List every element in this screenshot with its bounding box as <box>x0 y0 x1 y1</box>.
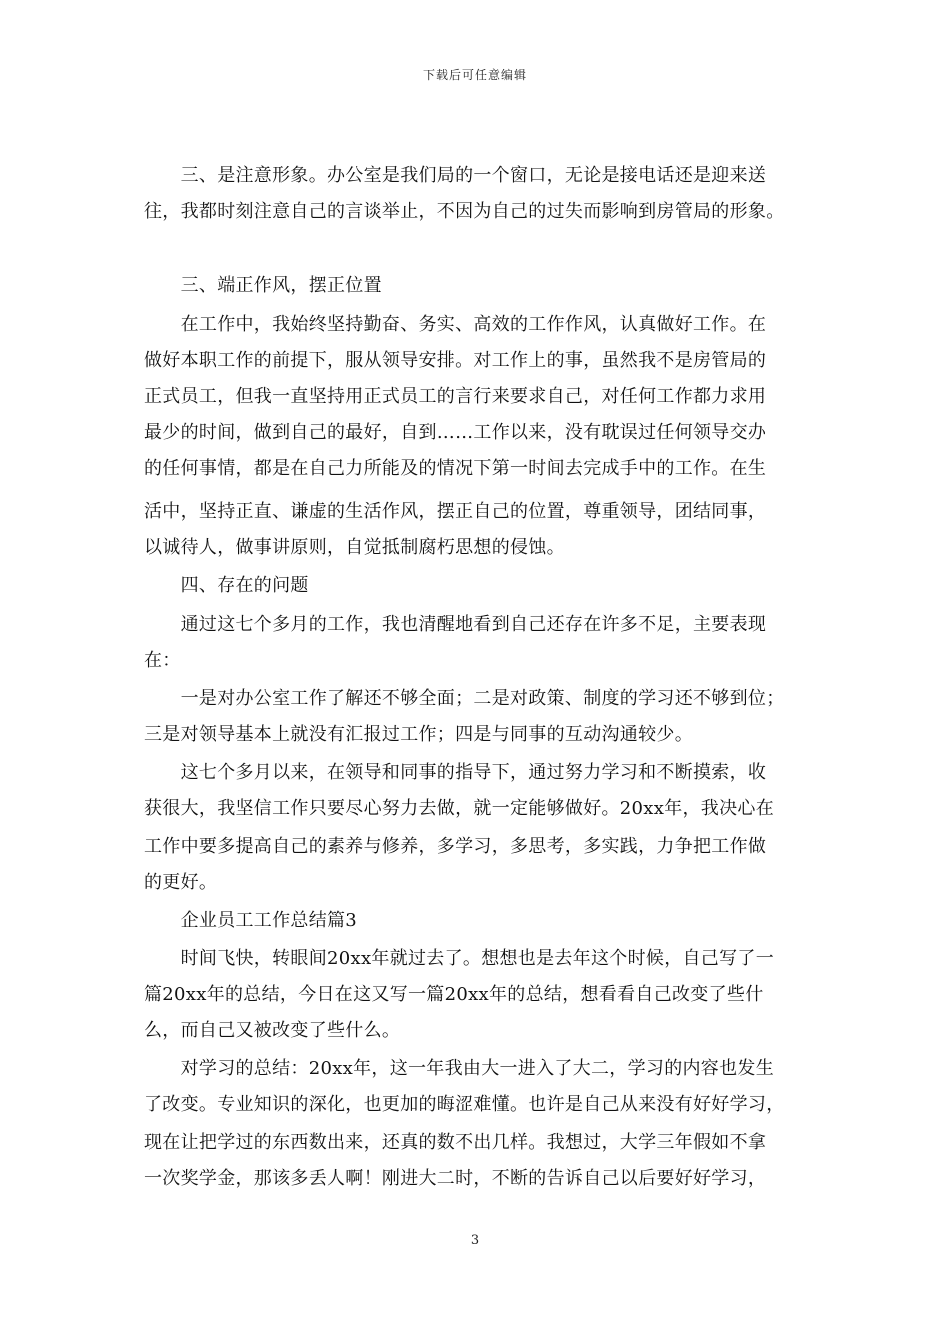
text-line: 么，而自己又被改变了些什么。 <box>144 1020 401 1041</box>
section-heading: 三、端正作风，摆正位置 <box>144 275 382 296</box>
page-number: 3 <box>470 1233 480 1248</box>
text-line: 篇20xx年的总结，今日在这又写一篇20xx年的总结，想看看自己改变了些什 <box>144 984 764 1005</box>
text-line: 了改变。专业知识的深化，也更加的晦涩难懂。也许是自己从来没有好好学习， <box>144 1094 785 1115</box>
text-line: 最少的时间，做到自己的最好，自到……工作以来，没有耽误过任何领导交办 <box>144 422 767 443</box>
text-line: 三是对领导基本上就没有汇报过工作；四是与同事的互动沟通较少。 <box>144 724 693 745</box>
text-line: 在工作中，我始终坚持勤奋、务实、高效的工作作风，认真做好工作。在 <box>144 314 767 335</box>
text-line: 这七个多月以来，在领导和同事的指导下，通过努力学习和不断摸索，收 <box>144 762 767 783</box>
text-line: 现在让把学过的东西数出来，还真的数不出几样。我想过，大学三年假如不拿 <box>144 1132 767 1153</box>
text-line: 以诚待人，做事讲原则，自觉抵制腐朽思想的侵蚀。 <box>144 537 565 558</box>
text-line: 做好本职工作的前提下，服从领导安排。对工作上的事，虽然我不是房管局的 <box>144 350 767 371</box>
text-line: 三、是注意形象。办公室是我们局的一个窗口，无论是接电话还是迎来送 <box>144 165 767 186</box>
text-line: 往，我都时刻注意自己的言谈举止，不因为自己的过失而影响到房管局的形象。 <box>144 201 785 222</box>
text-line: 正式员工，但我一直坚持用正式员工的言行来要求自己，对任何工作都力求用 <box>144 386 767 407</box>
text-line: 获很大，我坚信工作只要尽心努力去做，就一定能够做好。20xx年，我决心在 <box>144 798 775 819</box>
text-line: 工作中要多提高自己的素养与修养，多学习，多思考，多实践，力争把工作做 <box>144 836 767 857</box>
text-line: 通过这七个多月的工作，我也清醒地看到自己还存在许多不足，主要表现 <box>144 614 767 635</box>
text-line: 一次奖学金，那该多丢人啊！刚进大二时，不断的告诉自己以后要好好学习， <box>144 1168 767 1189</box>
text-line: 的更好。 <box>144 872 218 893</box>
text-line: 在： <box>144 650 181 671</box>
section-heading: 企业员工工作总结篇3 <box>144 910 358 931</box>
page-header: 下载后可任意编辑 <box>422 68 527 82</box>
text-line: 时间飞快，转眼间20xx年就过去了。想想也是去年这个时候，自己写了一 <box>144 948 775 969</box>
text-line: 的任何事情，都是在自己力所能及的情况下第一时间去完成手中的工作。在生 <box>144 458 767 479</box>
text-line: 对学习的总结：20xx年，这一年我由大一进入了大二，学习的内容也发生 <box>144 1058 775 1079</box>
section-heading: 四、存在的问题 <box>144 575 309 596</box>
text-line: 一是对办公室工作了解还不够全面；二是对政策、制度的学习还不够到位； <box>144 688 785 709</box>
text-line: 活中，坚持正直、谦虚的生活作风，摆正自己的位置，尊重领导，团结同事， <box>144 501 767 522</box>
